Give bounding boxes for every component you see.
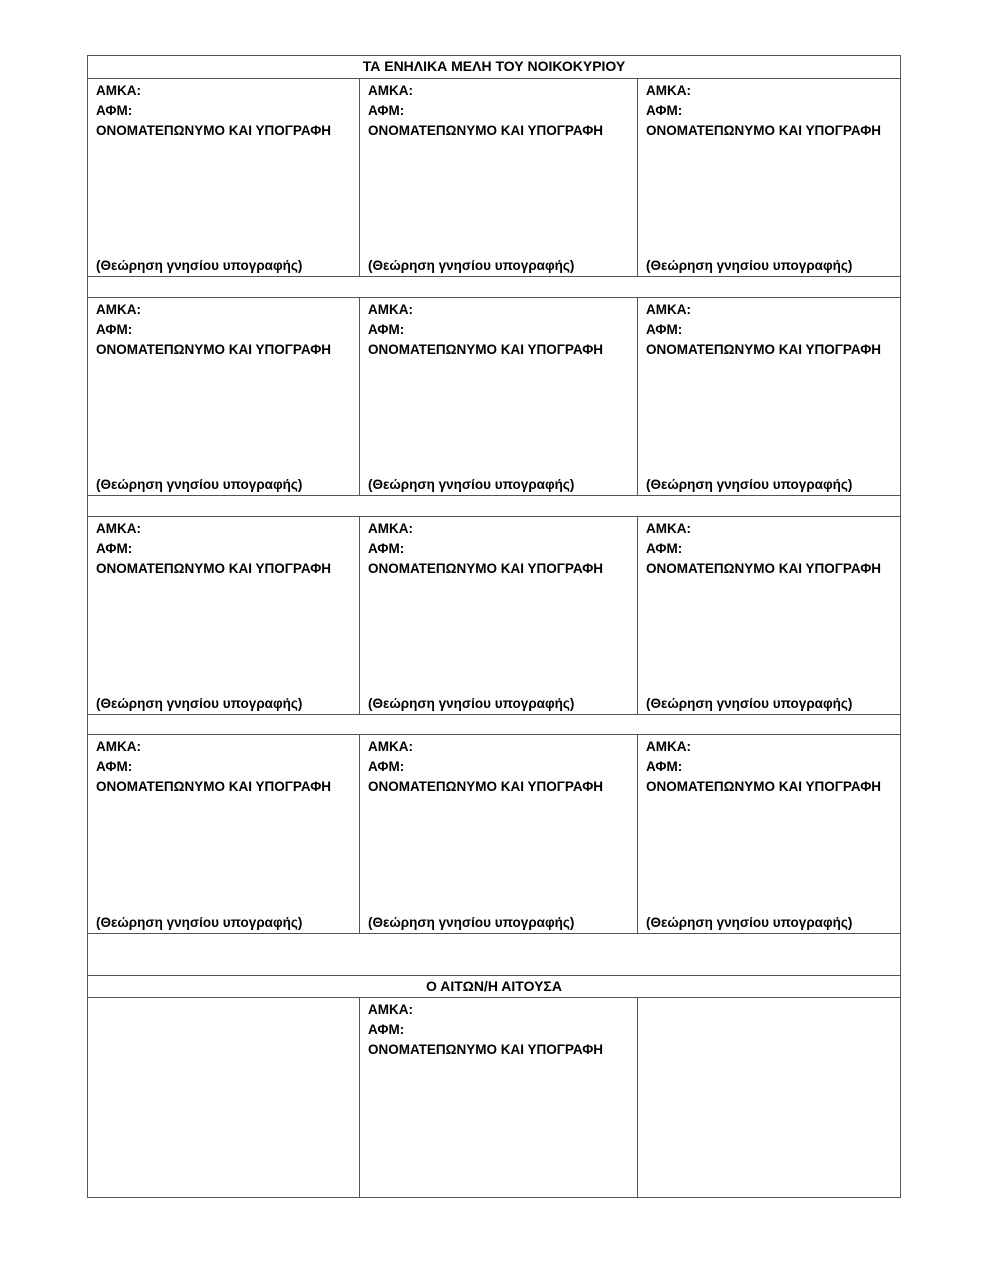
name-signature-label: ΟΝΟΜΑΤΕΠΩΝΥΜΟ ΚΑΙ ΥΠΟΓΡΑΦΗ: [96, 561, 332, 576]
name-signature-label: ΟΝΟΜΑΤΕΠΩΝΥΜΟ ΚΑΙ ΥΠΟΓΡΑΦΗ: [96, 342, 332, 357]
afm-label: ΑΦΜ:: [368, 322, 405, 337]
member-row-4: [88, 735, 900, 934]
amka-label: ΑΜΚΑ:: [368, 739, 413, 754]
afm-label: ΑΦΜ:: [96, 103, 133, 118]
member-cell[interactable]: [638, 79, 900, 276]
member-cell[interactable]: [88, 79, 360, 276]
afm-label: ΑΦΜ:: [368, 1022, 405, 1037]
member-cell[interactable]: [638, 517, 900, 714]
member-cell[interactable]: [638, 735, 900, 933]
name-signature-label: ΟΝΟΜΑΤΕΠΩΝΥΜΟ ΚΑΙ ΥΠΟΓΡΑΦΗ: [646, 123, 882, 138]
name-signature-label: ΟΝΟΜΑΤΕΠΩΝΥΜΟ ΚΑΙ ΥΠΟΓΡΑΦΗ: [646, 561, 882, 576]
amka-label: ΑΜΚΑ:: [368, 521, 413, 536]
member-cell[interactable]: [360, 517, 638, 714]
member-cell[interactable]: [360, 298, 638, 495]
row-spacer: [88, 496, 900, 517]
member-cell[interactable]: [88, 735, 360, 933]
member-cell[interactable]: [88, 298, 360, 495]
member-row-2: [88, 298, 900, 496]
name-signature-label: ΟΝΟΜΑΤΕΠΩΝΥΜΟ ΚΑΙ ΥΠΟΓΡΑΦΗ: [368, 342, 604, 357]
name-signature-label: ΟΝΟΜΑΤΕΠΩΝΥΜΟ ΚΑΙ ΥΠΟΓΡΑΦΗ: [96, 779, 332, 794]
applicant-cell[interactable]: [360, 998, 638, 1197]
applicant-row: [88, 998, 900, 1197]
signature-note: (Θεώρηση γνησίου υπογραφής): [646, 915, 853, 930]
signature-note: (Θεώρηση γνησίου υπογραφής): [96, 696, 303, 711]
member-cell[interactable]: [360, 735, 638, 933]
signature-note: (Θεώρηση γνησίου υπογραφής): [96, 915, 303, 930]
members-title: ΤΑ ΕΝΗΛΙΚΑ ΜΕΛΗ ΤΟΥ ΝΟΙΚΟΚΥΡΙΟΥ: [88, 56, 900, 79]
signature-note: (Θεώρηση γνησίου υπογραφής): [368, 915, 575, 930]
member-row-3: [88, 517, 900, 715]
household-members-form: [87, 55, 901, 1198]
member-cell[interactable]: [360, 79, 638, 276]
amka-label: ΑΜΚΑ:: [96, 739, 141, 754]
afm-label: ΑΦΜ:: [646, 759, 683, 774]
afm-label: ΑΦΜ:: [646, 103, 683, 118]
signature-note: (Θεώρηση γνησίου υπογραφής): [368, 696, 575, 711]
name-signature-label: ΟΝΟΜΑΤΕΠΩΝΥΜΟ ΚΑΙ ΥΠΟΓΡΑΦΗ: [646, 779, 882, 794]
amka-label: ΑΜΚΑ:: [646, 521, 691, 536]
name-signature-label: ΟΝΟΜΑΤΕΠΩΝΥΜΟ ΚΑΙ ΥΠΟΓΡΑΦΗ: [368, 779, 604, 794]
afm-label: ΑΦΜ:: [368, 541, 405, 556]
afm-label: ΑΦΜ:: [646, 322, 683, 337]
member-cell[interactable]: [638, 298, 900, 495]
name-signature-label: ΟΝΟΜΑΤΕΠΩΝΥΜΟ ΚΑΙ ΥΠΟΓΡΑΦΗ: [368, 1042, 604, 1057]
row-spacer: [88, 715, 900, 735]
name-signature-label: ΟΝΟΜΑΤΕΠΩΝΥΜΟ ΚΑΙ ΥΠΟΓΡΑΦΗ: [96, 123, 332, 138]
amka-label: ΑΜΚΑ:: [646, 302, 691, 317]
amka-label: ΑΜΚΑ:: [368, 1002, 413, 1017]
name-signature-label: ΟΝΟΜΑΤΕΠΩΝΥΜΟ ΚΑΙ ΥΠΟΓΡΑΦΗ: [646, 342, 882, 357]
afm-label: ΑΦΜ:: [96, 541, 133, 556]
afm-label: ΑΦΜ:: [368, 103, 405, 118]
amka-label: ΑΜΚΑ:: [368, 302, 413, 317]
signature-note: (Θεώρηση γνησίου υπογραφής): [368, 258, 575, 273]
empty-cell: [638, 998, 900, 1197]
amka-label: ΑΜΚΑ:: [646, 83, 691, 98]
signature-note: (Θεώρηση γνησίου υπογραφής): [646, 696, 853, 711]
signature-note: (Θεώρηση γνησίου υπογραφής): [368, 477, 575, 492]
amka-label: ΑΜΚΑ:: [646, 739, 691, 754]
amka-label: ΑΜΚΑ:: [96, 302, 141, 317]
afm-label: ΑΦΜ:: [96, 322, 133, 337]
row-spacer: [88, 277, 900, 298]
afm-label: ΑΦΜ:: [368, 759, 405, 774]
member-row-1: [88, 79, 900, 277]
amka-label: ΑΜΚΑ:: [96, 83, 141, 98]
signature-note: (Θεώρηση γνησίου υπογραφής): [646, 258, 853, 273]
amka-label: ΑΜΚΑ:: [96, 521, 141, 536]
signature-note: (Θεώρηση γνησίου υπογραφής): [646, 477, 853, 492]
empty-cell: [88, 998, 360, 1197]
signature-note: (Θεώρηση γνησίου υπογραφής): [96, 258, 303, 273]
applicant-title: Ο ΑΙΤΩΝ/Η ΑΙΤΟΥΣΑ: [88, 976, 900, 998]
amka-label: ΑΜΚΑ:: [368, 83, 413, 98]
signature-note: (Θεώρηση γνησίου υπογραφής): [96, 477, 303, 492]
name-signature-label: ΟΝΟΜΑΤΕΠΩΝΥΜΟ ΚΑΙ ΥΠΟΓΡΑΦΗ: [368, 123, 604, 138]
member-cell[interactable]: [88, 517, 360, 714]
section-spacer: [88, 934, 900, 976]
afm-label: ΑΦΜ:: [646, 541, 683, 556]
name-signature-label: ΟΝΟΜΑΤΕΠΩΝΥΜΟ ΚΑΙ ΥΠΟΓΡΑΦΗ: [368, 561, 604, 576]
afm-label: ΑΦΜ:: [96, 759, 133, 774]
